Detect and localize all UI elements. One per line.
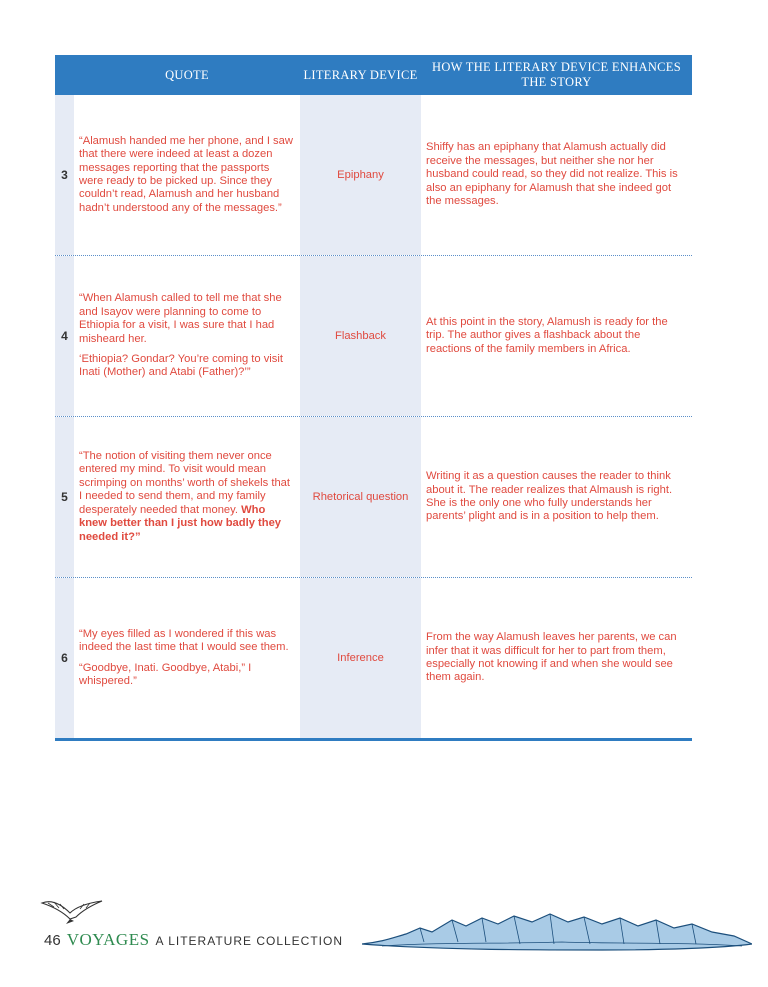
page-footer (44, 930, 343, 952)
quote-cell (74, 417, 300, 577)
header-device: LITERARY DEVICE (303, 67, 418, 82)
row-number: 3 (55, 95, 74, 255)
header-how: HOW THE LITERARY DEVICE ENHANCES THE STORY (432, 60, 681, 89)
page-number: 46 (44, 932, 61, 949)
device-cell: Epiphany (300, 95, 421, 255)
how-cell: From the way Alamush leaves her parents, we can infer that it was difficult for her to part from them, especially not knowing if and when she would see them again. (421, 578, 692, 738)
quote-cell (74, 578, 300, 738)
table-row (55, 417, 692, 578)
row-number: 6 (55, 578, 74, 738)
header-quote: QUOTE (165, 67, 209, 82)
quote-paragraph: “When Alamush called to tell me that she and Isayov were planning to come to Ethiopia for a visit, I was sure that I had misheard her. (79, 292, 282, 345)
quote-bold-text: Who knew better than I just how badly they needed it?” (79, 503, 282, 543)
how-cell: Shiffy has an epiphany that Alamush actually did receive the messages, but neither she nor her husband could read, so they did not realize. This is also an epiphany for Alamush that she indeed got the messages. (421, 95, 692, 255)
row-number: 5 (55, 417, 74, 577)
header-number (55, 55, 74, 95)
device-cell: Rhetorical question (300, 417, 421, 577)
quote-paragraph (79, 450, 296, 544)
table-row (55, 95, 692, 256)
brand-logo: VOYAGES (66, 930, 150, 949)
quote-paragraph: ‘Ethiopia? Gondar? You’re coming to visit Inati (Mother) and Atabi (Father)?’” (79, 352, 283, 379)
literary-devices-table (55, 55, 692, 741)
quote-text: “The notion of visiting them never once entered my mind. To visit would mean scrimping on months’ worth of shekels that I needed to send them, and my family desperately needed that money. (79, 450, 290, 516)
device-cell: Inference (300, 578, 421, 738)
how-cell: At this point in the story, Alamush is ready for the trip. The author gives a flashback about the reactions of the family members in Africa. (421, 256, 692, 416)
table-row (55, 578, 692, 738)
seagull-icon (40, 897, 104, 927)
mountains-illustration (362, 908, 752, 954)
how-cell: Writing it as a question causes the reader to think about it. The reader realizes that Almaush is right. She is the only one who fully understands her parents’ plight and is in a position to help them. (421, 417, 692, 577)
quote-paragraph: “My eyes filled as I wondered if this was indeed the last time that I would see them. (79, 627, 289, 654)
series-subtitle: A LITERATURE COLLECTION (155, 934, 344, 948)
quote-paragraph: “Alamush handed me her phone, and I saw that there were indeed at least a dozen messages reporting that the passports were ready to be picked up. Since they couldn’t read, Alamush and her husband hadn’t understood any of the messages.” (79, 134, 293, 214)
table-header (55, 55, 692, 95)
quote-cell (74, 95, 300, 255)
row-number: 4 (55, 256, 74, 416)
table-row (55, 256, 692, 417)
quote-paragraph: “Goodbye, Inati. Goodbye, Atabi,” I whispered.” (79, 661, 252, 687)
quote-cell (74, 256, 300, 416)
device-cell: Flashback (300, 256, 421, 416)
